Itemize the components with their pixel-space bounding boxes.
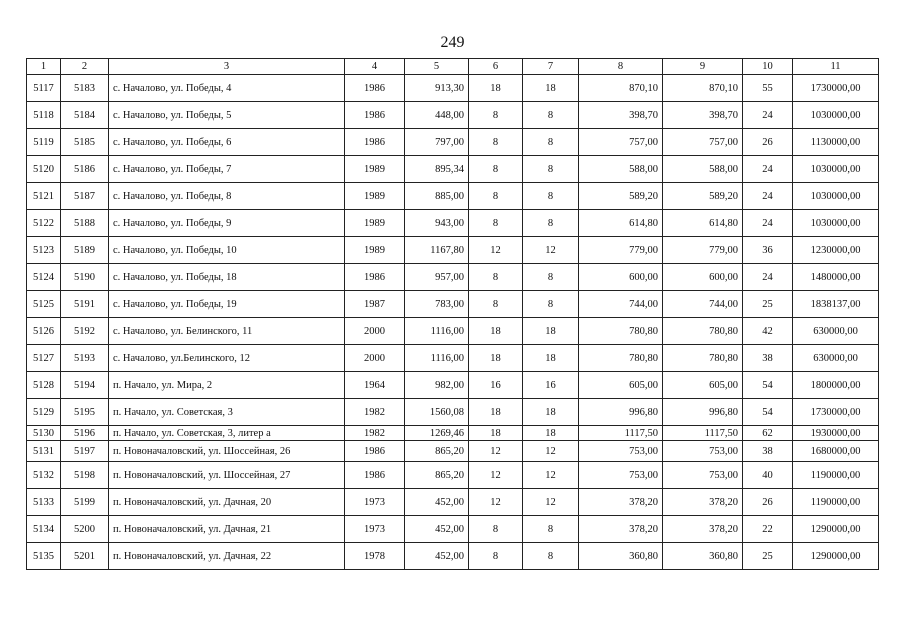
- table-row: [27, 441, 879, 462]
- row-number-cell: 5128: [27, 372, 61, 399]
- amount-cell: 1030000,00: [793, 156, 879, 183]
- table-row: [27, 426, 879, 441]
- col10-cell: 25: [743, 543, 793, 570]
- year-cell: 1986: [345, 75, 405, 102]
- row-number-cell: 5132: [27, 462, 61, 489]
- col10-cell: 62: [743, 426, 793, 441]
- column-header: 6: [469, 59, 523, 75]
- table-row: [27, 210, 879, 237]
- table-row: [27, 183, 879, 210]
- year-cell: 1986: [345, 462, 405, 489]
- col6-cell: 18: [469, 75, 523, 102]
- col10-cell: 22: [743, 516, 793, 543]
- row-number-cell: 5121: [27, 183, 61, 210]
- amount-cell: 1290000,00: [793, 543, 879, 570]
- col7-cell: 8: [523, 543, 579, 570]
- year-cell: 1964: [345, 372, 405, 399]
- col10-cell: 24: [743, 156, 793, 183]
- row-number-cell: 5117: [27, 75, 61, 102]
- col9-cell: 744,00: [663, 291, 743, 318]
- address-cell: с. Началово, ул. Белинского, 11: [109, 318, 345, 345]
- col6-cell: 18: [469, 318, 523, 345]
- col7-cell: 8: [523, 291, 579, 318]
- object-id-cell: 5192: [61, 318, 109, 345]
- column-header: 8: [579, 59, 663, 75]
- col7-cell: 8: [523, 210, 579, 237]
- amount-cell: 1930000,00: [793, 426, 879, 441]
- area-cell: 1269,46: [405, 426, 469, 441]
- object-id-cell: 5185: [61, 129, 109, 156]
- row-number-cell: 5125: [27, 291, 61, 318]
- col10-cell: 24: [743, 210, 793, 237]
- address-cell: п. Новоначаловский, ул. Дачная, 22: [109, 543, 345, 570]
- table-row: [27, 156, 879, 183]
- col7-cell: 16: [523, 372, 579, 399]
- table-row: [27, 372, 879, 399]
- area-cell: 895,34: [405, 156, 469, 183]
- table-row: [27, 399, 879, 426]
- address-cell: с. Началово, ул. Победы, 18: [109, 264, 345, 291]
- col7-cell: 18: [523, 426, 579, 441]
- col8-cell: 757,00: [579, 129, 663, 156]
- amount-cell: 1190000,00: [793, 489, 879, 516]
- address-cell: п. Начало, ул. Советская, 3, литер а: [109, 426, 345, 441]
- column-header: 11: [793, 59, 879, 75]
- col9-cell: 780,80: [663, 345, 743, 372]
- col6-cell: 16: [469, 372, 523, 399]
- amount-cell: 1480000,00: [793, 264, 879, 291]
- object-id-cell: 5187: [61, 183, 109, 210]
- table-row: [27, 318, 879, 345]
- table-row: [27, 345, 879, 372]
- area-cell: 943,00: [405, 210, 469, 237]
- col9-cell: 996,80: [663, 399, 743, 426]
- column-header: 3: [109, 59, 345, 75]
- col6-cell: 8: [469, 129, 523, 156]
- row-number-cell: 5123: [27, 237, 61, 264]
- col9-cell: 753,00: [663, 462, 743, 489]
- table-row: [27, 462, 879, 489]
- area-cell: 452,00: [405, 543, 469, 570]
- row-number-cell: 5127: [27, 345, 61, 372]
- object-id-cell: 5190: [61, 264, 109, 291]
- col9-cell: 378,20: [663, 516, 743, 543]
- table-row: [27, 489, 879, 516]
- area-cell: 448,00: [405, 102, 469, 129]
- object-id-cell: 5184: [61, 102, 109, 129]
- col8-cell: 588,00: [579, 156, 663, 183]
- area-cell: 885,00: [405, 183, 469, 210]
- col8-cell: 378,20: [579, 489, 663, 516]
- col8-cell: 378,20: [579, 516, 663, 543]
- area-cell: 982,00: [405, 372, 469, 399]
- amount-cell: 1130000,00: [793, 129, 879, 156]
- object-id-cell: 5196: [61, 426, 109, 441]
- col7-cell: 8: [523, 129, 579, 156]
- table-row: [27, 237, 879, 264]
- address-cell: п. Новоначаловский, ул. Дачная, 20: [109, 489, 345, 516]
- object-id-cell: 5197: [61, 441, 109, 462]
- object-id-cell: 5183: [61, 75, 109, 102]
- col6-cell: 8: [469, 291, 523, 318]
- col9-cell: 870,10: [663, 75, 743, 102]
- table-row: [27, 75, 879, 102]
- col7-cell: 18: [523, 345, 579, 372]
- object-id-cell: 5191: [61, 291, 109, 318]
- col8-cell: 870,10: [579, 75, 663, 102]
- year-cell: 1986: [345, 129, 405, 156]
- column-header: 2: [61, 59, 109, 75]
- col7-cell: 12: [523, 489, 579, 516]
- col10-cell: 26: [743, 489, 793, 516]
- object-id-cell: 5200: [61, 516, 109, 543]
- year-cell: 2000: [345, 318, 405, 345]
- object-id-cell: 5194: [61, 372, 109, 399]
- col7-cell: 18: [523, 318, 579, 345]
- amount-cell: 1030000,00: [793, 102, 879, 129]
- col6-cell: 8: [469, 156, 523, 183]
- col9-cell: 779,00: [663, 237, 743, 264]
- col9-cell: 378,20: [663, 489, 743, 516]
- row-number-cell: 5120: [27, 156, 61, 183]
- col9-cell: 360,80: [663, 543, 743, 570]
- table-row: [27, 516, 879, 543]
- col9-cell: 589,20: [663, 183, 743, 210]
- area-cell: 797,00: [405, 129, 469, 156]
- col10-cell: 38: [743, 441, 793, 462]
- amount-cell: 1838137,00: [793, 291, 879, 318]
- object-id-cell: 5186: [61, 156, 109, 183]
- col6-cell: 8: [469, 543, 523, 570]
- col6-cell: 12: [469, 489, 523, 516]
- row-number-cell: 5131: [27, 441, 61, 462]
- col7-cell: 8: [523, 183, 579, 210]
- year-cell: 1986: [345, 102, 405, 129]
- col10-cell: 54: [743, 399, 793, 426]
- year-cell: 1982: [345, 399, 405, 426]
- col10-cell: 24: [743, 183, 793, 210]
- address-cell: п. Начало, ул. Мира, 2: [109, 372, 345, 399]
- col6-cell: 8: [469, 210, 523, 237]
- year-cell: 1989: [345, 183, 405, 210]
- col9-cell: 588,00: [663, 156, 743, 183]
- row-number-cell: 5124: [27, 264, 61, 291]
- col8-cell: 780,80: [579, 345, 663, 372]
- col6-cell: 8: [469, 102, 523, 129]
- col7-cell: 18: [523, 75, 579, 102]
- area-cell: 783,00: [405, 291, 469, 318]
- table-row: [27, 102, 879, 129]
- row-number-cell: 5118: [27, 102, 61, 129]
- col6-cell: 12: [469, 462, 523, 489]
- object-id-cell: 5198: [61, 462, 109, 489]
- col6-cell: 8: [469, 264, 523, 291]
- address-cell: п. Начало, ул. Советская, 3: [109, 399, 345, 426]
- year-cell: 1989: [345, 210, 405, 237]
- col6-cell: 18: [469, 345, 523, 372]
- area-cell: 913,30: [405, 75, 469, 102]
- col10-cell: 54: [743, 372, 793, 399]
- address-cell: п. Новоначаловский, ул. Шоссейная, 26: [109, 441, 345, 462]
- col7-cell: 12: [523, 237, 579, 264]
- column-header: 10: [743, 59, 793, 75]
- col10-cell: 38: [743, 345, 793, 372]
- column-header: 1: [27, 59, 61, 75]
- area-cell: 865,20: [405, 462, 469, 489]
- year-cell: 1978: [345, 543, 405, 570]
- col8-cell: 780,80: [579, 318, 663, 345]
- year-cell: 1986: [345, 264, 405, 291]
- year-cell: 2000: [345, 345, 405, 372]
- col8-cell: 398,70: [579, 102, 663, 129]
- amount-cell: 1730000,00: [793, 399, 879, 426]
- col9-cell: 600,00: [663, 264, 743, 291]
- row-number-cell: 5130: [27, 426, 61, 441]
- col6-cell: 18: [469, 426, 523, 441]
- col8-cell: 744,00: [579, 291, 663, 318]
- address-cell: с. Началово, ул. Победы, 6: [109, 129, 345, 156]
- column-header: 7: [523, 59, 579, 75]
- col6-cell: 8: [469, 183, 523, 210]
- col9-cell: 780,80: [663, 318, 743, 345]
- area-cell: 865,20: [405, 441, 469, 462]
- row-number-cell: 5134: [27, 516, 61, 543]
- year-cell: 1973: [345, 489, 405, 516]
- col9-cell: 398,70: [663, 102, 743, 129]
- area-cell: 452,00: [405, 516, 469, 543]
- row-number-cell: 5133: [27, 489, 61, 516]
- row-number-cell: 5122: [27, 210, 61, 237]
- amount-cell: 1680000,00: [793, 441, 879, 462]
- table-row: [27, 543, 879, 570]
- col7-cell: 8: [523, 264, 579, 291]
- amount-cell: 1030000,00: [793, 183, 879, 210]
- col10-cell: 26: [743, 129, 793, 156]
- col10-cell: 42: [743, 318, 793, 345]
- year-cell: 1982: [345, 426, 405, 441]
- area-cell: 1167,80: [405, 237, 469, 264]
- col10-cell: 55: [743, 75, 793, 102]
- object-id-cell: 5193: [61, 345, 109, 372]
- col7-cell: 18: [523, 399, 579, 426]
- amount-cell: 1030000,00: [793, 210, 879, 237]
- col10-cell: 40: [743, 462, 793, 489]
- col10-cell: 36: [743, 237, 793, 264]
- col10-cell: 24: [743, 264, 793, 291]
- area-cell: 1116,00: [405, 318, 469, 345]
- area-cell: 957,00: [405, 264, 469, 291]
- header-row: [27, 59, 879, 75]
- col9-cell: 757,00: [663, 129, 743, 156]
- area-cell: 452,00: [405, 489, 469, 516]
- col6-cell: 12: [469, 237, 523, 264]
- col7-cell: 8: [523, 156, 579, 183]
- col7-cell: 8: [523, 102, 579, 129]
- address-cell: с. Началово, ул. Победы, 19: [109, 291, 345, 318]
- column-header: 4: [345, 59, 405, 75]
- address-cell: п. Новоначаловский, ул. Шоссейная, 27: [109, 462, 345, 489]
- amount-cell: 1230000,00: [793, 237, 879, 264]
- col7-cell: 12: [523, 441, 579, 462]
- table-row: [27, 264, 879, 291]
- area-cell: 1116,00: [405, 345, 469, 372]
- col8-cell: 600,00: [579, 264, 663, 291]
- col8-cell: 589,20: [579, 183, 663, 210]
- address-cell: с. Началово, ул. Победы, 10: [109, 237, 345, 264]
- object-id-cell: 5189: [61, 237, 109, 264]
- object-id-cell: 5199: [61, 489, 109, 516]
- address-cell: с. Началово, ул. Победы, 8: [109, 183, 345, 210]
- col10-cell: 25: [743, 291, 793, 318]
- col9-cell: 614,80: [663, 210, 743, 237]
- table-row: [27, 291, 879, 318]
- year-cell: 1989: [345, 237, 405, 264]
- col9-cell: 1117,50: [663, 426, 743, 441]
- col9-cell: 605,00: [663, 372, 743, 399]
- col8-cell: 996,80: [579, 399, 663, 426]
- year-cell: 1989: [345, 156, 405, 183]
- column-header: 9: [663, 59, 743, 75]
- col8-cell: 753,00: [579, 441, 663, 462]
- row-number-cell: 5126: [27, 318, 61, 345]
- col7-cell: 12: [523, 462, 579, 489]
- col8-cell: 779,00: [579, 237, 663, 264]
- object-id-cell: 5201: [61, 543, 109, 570]
- area-cell: 1560,08: [405, 399, 469, 426]
- col8-cell: 1117,50: [579, 426, 663, 441]
- year-cell: 1986: [345, 441, 405, 462]
- address-cell: с. Началово, ул. Победы, 7: [109, 156, 345, 183]
- col9-cell: 753,00: [663, 441, 743, 462]
- address-cell: с. Началово, ул. Победы, 4: [109, 75, 345, 102]
- amount-cell: 1800000,00: [793, 372, 879, 399]
- col6-cell: 18: [469, 399, 523, 426]
- year-cell: 1973: [345, 516, 405, 543]
- address-cell: с. Началово, ул.Белинского, 12: [109, 345, 345, 372]
- object-id-cell: 5195: [61, 399, 109, 426]
- amount-cell: 1190000,00: [793, 462, 879, 489]
- col8-cell: 614,80: [579, 210, 663, 237]
- amount-cell: 630000,00: [793, 318, 879, 345]
- address-cell: с. Началово, ул. Победы, 9: [109, 210, 345, 237]
- col8-cell: 360,80: [579, 543, 663, 570]
- row-number-cell: 5129: [27, 399, 61, 426]
- row-number-cell: 5119: [27, 129, 61, 156]
- register-table: [26, 58, 879, 570]
- address-cell: с. Началово, ул. Победы, 5: [109, 102, 345, 129]
- amount-cell: 1730000,00: [793, 75, 879, 102]
- object-id-cell: 5188: [61, 210, 109, 237]
- table-row: [27, 129, 879, 156]
- amount-cell: 630000,00: [793, 345, 879, 372]
- year-cell: 1987: [345, 291, 405, 318]
- col7-cell: 8: [523, 516, 579, 543]
- row-number-cell: 5135: [27, 543, 61, 570]
- amount-cell: 1290000,00: [793, 516, 879, 543]
- col6-cell: 12: [469, 441, 523, 462]
- column-header: 5: [405, 59, 469, 75]
- col6-cell: 8: [469, 516, 523, 543]
- address-cell: п. Новоначаловский, ул. Дачная, 21: [109, 516, 345, 543]
- col8-cell: 753,00: [579, 462, 663, 489]
- col8-cell: 605,00: [579, 372, 663, 399]
- page-number: 249: [440, 34, 465, 51]
- col10-cell: 24: [743, 102, 793, 129]
